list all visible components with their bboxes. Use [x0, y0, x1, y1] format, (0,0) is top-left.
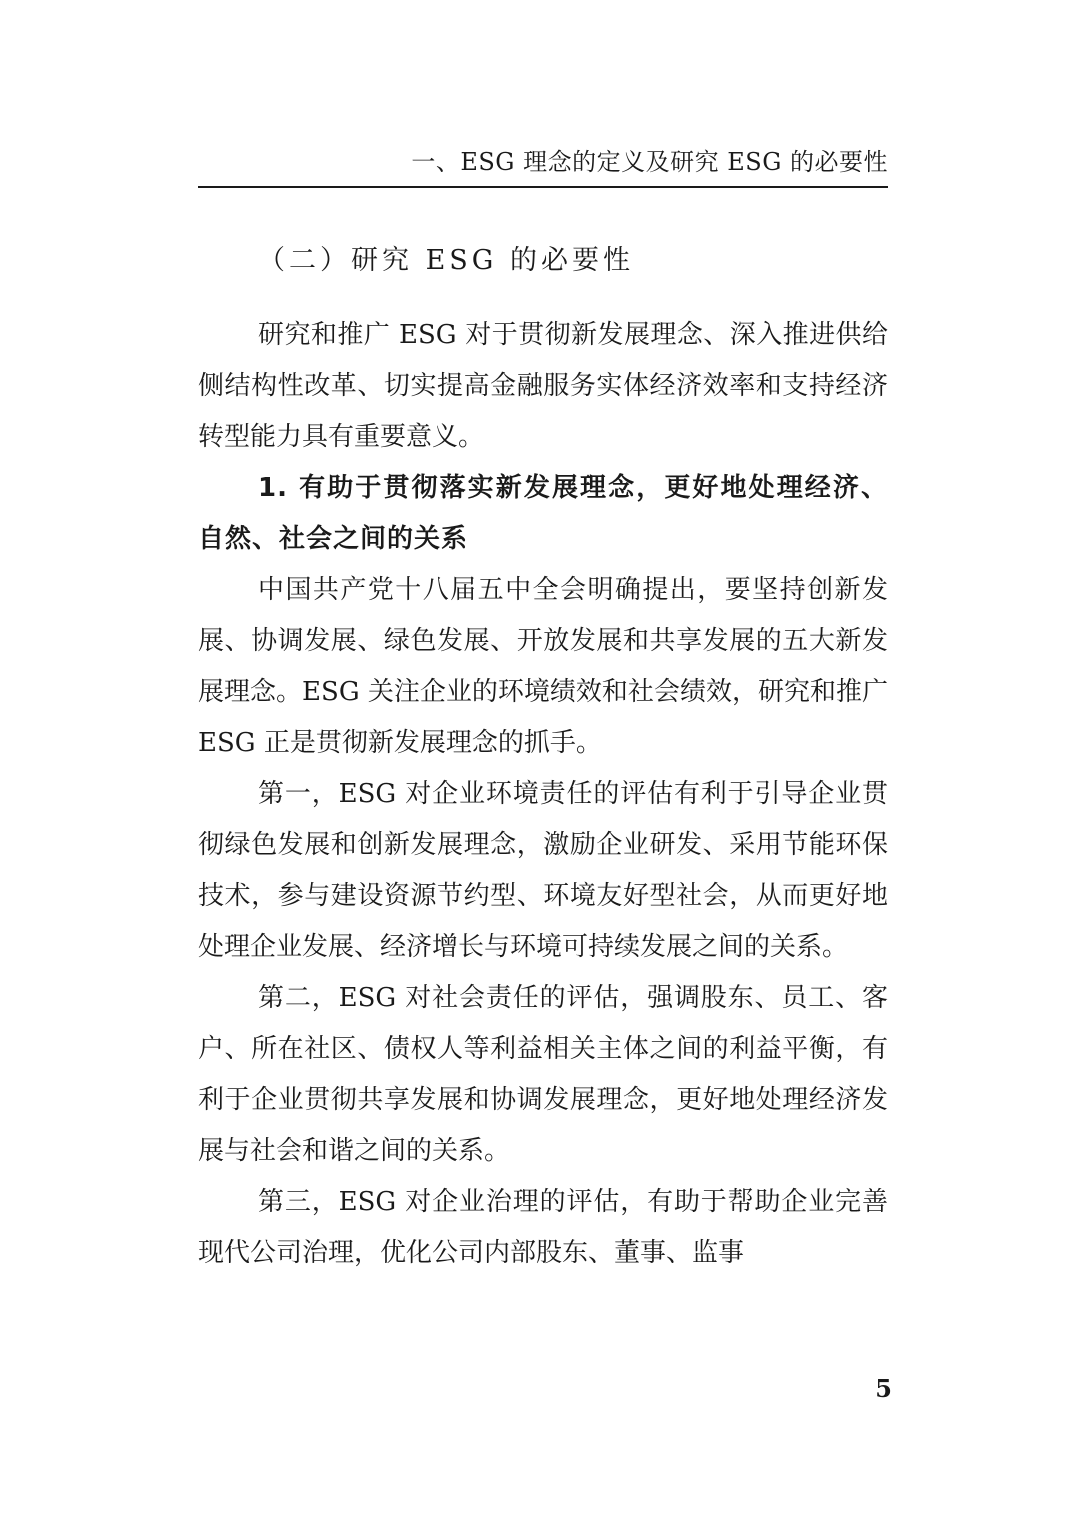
- section-title: （二）研究 ESG 的必要性: [258, 245, 634, 276]
- paragraph-third: 第三，ESG 对企业治理的评估，有助于帮助企业完善现代公司治理，优化公司内部股东、董事、监事: [198, 1187, 888, 1268]
- paragraph-first: 第一，ESG 对企业环境责任的评估有利于引导企业贯彻绿色发展和创新发展理念，激励企业研发、采用节能环保技术，参与建设资源节约型、环境友好型社会，从而更好地处理企业发展、经济增长与环境可持续发展之间的关系。: [198, 779, 888, 962]
- body-text: [198, 310, 888, 1279]
- paragraph-second: 第二，ESG 对社会责任的评估，强调股东、员工、客户、所在社区、债权人等利益相关主体之间的利益平衡，有利于企业贯彻共享发展和协调发展理念，更好地处理经济发展与社会和谐之间的关系。: [198, 983, 888, 1166]
- header-rule: [198, 186, 888, 188]
- running-head: 一、ESG 理念的定义及研究 ESG 的必要性: [411, 148, 888, 176]
- subheading-1: 1. 有助于贯彻落实新发展理念，更好地处理经济、自然、社会之间的关系: [198, 473, 888, 554]
- paragraph-five-concepts: 中国共产党十八届五中全会明确提出，要坚持创新发展、协调发展、绿色发展、开放发展和共享发展的五大新发展理念。ESG 关注企业的环境绩效和社会绩效，研究和推广 ESG 正是贯彻新发展理念的抓手。: [198, 575, 888, 758]
- page-number: 5: [875, 1374, 892, 1403]
- paragraph-intro: 研究和推广 ESG 对于贯彻新发展理念、深入推进供给侧结构性改革、切实提高金融服务实体经济效率和支持经济转型能力具有重要意义。: [198, 320, 888, 452]
